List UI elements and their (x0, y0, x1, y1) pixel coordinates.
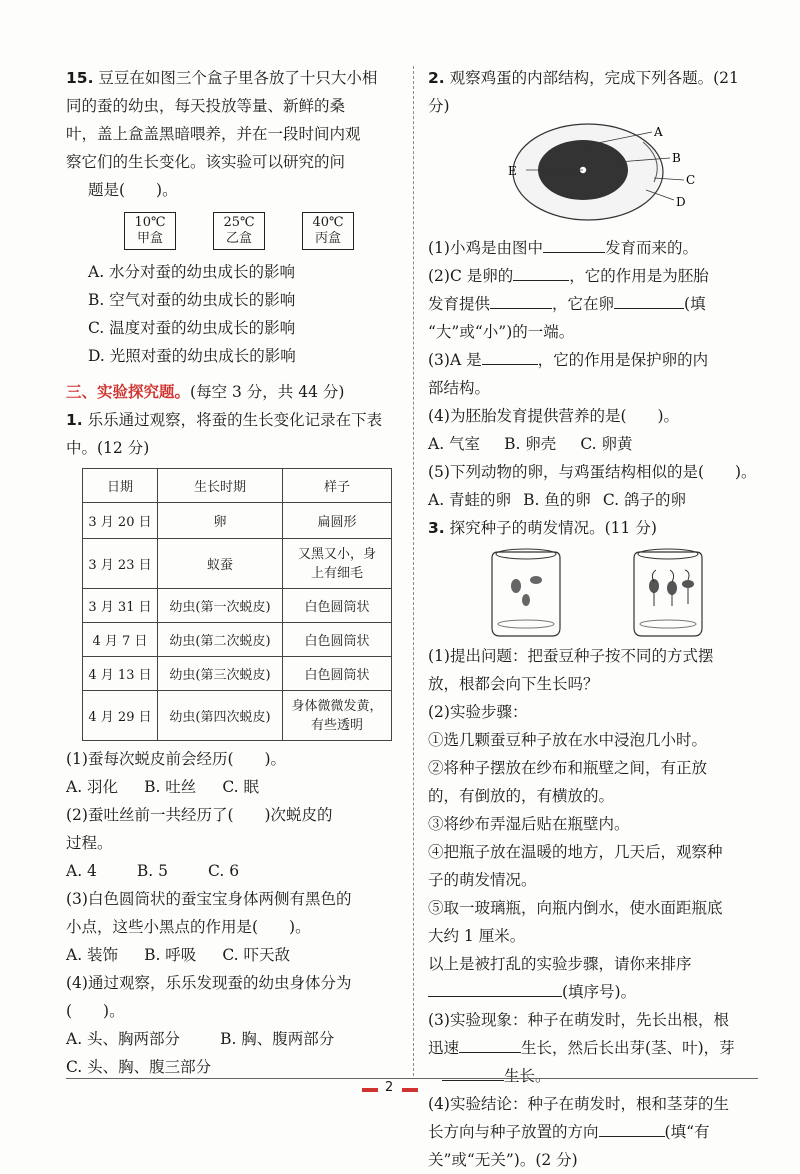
right-column (428, 64, 758, 1174)
box-jia: 10℃ 甲盒 (124, 212, 176, 250)
section-heading (66, 378, 396, 406)
table-cell: 蚁蚕 (158, 539, 283, 589)
option[interactable]: B. 空气对蚕的幼虫成长的影响 (88, 291, 296, 309)
question-text: 探究种子的萌发情况。(11 分) (449, 519, 657, 537)
option[interactable]: B. 胸、腹两部分 (220, 1030, 335, 1048)
header-cell: 样子 (283, 469, 392, 503)
answer-blank[interactable] (459, 1034, 521, 1053)
silkworm-table (82, 468, 392, 741)
table-cell: 身体微微发黄， 有些透明 (283, 691, 392, 741)
answer-blank[interactable] (543, 234, 605, 253)
table-cell: 幼虫(第一次蜕皮) (158, 589, 283, 623)
sub-question: (2)蚕吐丝前一共经历了( )次蜕皮的 (66, 806, 333, 824)
question-15 (66, 64, 396, 370)
option[interactable]: B. 吐丝 (144, 778, 197, 796)
table-cell: 3 月 20 日 (83, 503, 158, 539)
table-row (83, 623, 392, 657)
jar-right (634, 549, 702, 636)
sub-question: 过程。 (66, 834, 113, 852)
answer-blank[interactable] (513, 262, 569, 281)
question-text: 题是( )。 (88, 181, 178, 199)
sub-question: 小点，这些小黑点的作用是( )。 (66, 918, 311, 936)
table-row (83, 691, 392, 741)
section-title: 三、实验探究题。 (66, 383, 191, 401)
section-note: (每空 3 分，共 44 分) (190, 383, 345, 401)
question-number: 1. (66, 411, 83, 429)
table-cell: 幼虫(第三次蜕皮) (158, 657, 283, 691)
sub-question: ( )。 (66, 1002, 125, 1020)
option-row (428, 486, 758, 514)
box-diagram (124, 212, 354, 250)
table-row (83, 539, 392, 589)
option[interactable]: A. 水分对蚕的幼虫成长的影响 (88, 263, 296, 281)
option[interactable]: B. 5 (136, 862, 169, 880)
option[interactable]: D. 光照对蚕的幼虫成长的影响 (88, 347, 296, 365)
box-bing: 40℃ 丙盒 (302, 212, 354, 250)
option[interactable]: A. 羽化 (66, 778, 119, 796)
header-cell: 生长时期 (158, 469, 283, 503)
table-cell: 白色圆筒状 (283, 657, 392, 691)
header-cell: 日期 (83, 469, 158, 503)
question-number: 3. (428, 519, 445, 537)
question-text: 同的蚕的幼虫，每天投放等量、新鲜的桑 (66, 97, 346, 115)
sub-question: (1)蚕每次蜕皮前会经历( )。 (66, 750, 287, 768)
option[interactable]: A. 气室 (428, 435, 481, 453)
option[interactable]: B. 呼吸 (144, 946, 197, 964)
column-divider (413, 66, 414, 1076)
table-cell: 扁圆形 (283, 503, 392, 539)
question-3: 3. 探究种子的萌发情况。(11 分) (1)提出问题：把蚕豆种子按不同的方式摆 放，根都会向下生长吗？ (2)实验步骤： ①选几颗蚕豆种子放在水中浸泡几小时。 ②将种子摆放在纱布和瓶壁之间，有正放 的，有倒放的，有横放的。 ③将纱布弄湿后贴在瓶壁内。 ④把瓶子放在温暖的地方，几天后，观察种 子的萌发情况。 ⑤取一玻璃瓶，向瓶内倒水，使水面距瓶底 大约 1 厘米。 以上是被打乱的实验步骤，请你来排序 (填序号)。 (3)实验现象：种子在萌发时，先长出根，根 迅速 生长，然后长出芽(茎、叶)，芽 生长。 (4)实验结论：种子在萌发时，根和茎芽的生 长方向与种子放置的方向 (填“有 关”或“无关”)。(2 分) (428, 514, 758, 1174)
egg-diagram (428, 120, 758, 230)
question-text: 叶，盖上盒盖黑暗喂养，并在一段时间内观 (66, 125, 361, 143)
table-cell: 白色圆筒状 (283, 589, 392, 623)
option-row (428, 430, 758, 458)
question-text: 观察鸡蛋的内部结构，完成下列各题。(21 分) (428, 69, 739, 115)
label-D: D (676, 195, 686, 209)
option[interactable]: A. 青蛙的卵 (428, 491, 512, 509)
question-number: 2. (428, 69, 445, 87)
option[interactable]: C. 眠 (222, 778, 259, 796)
box-yi: 25℃ 乙盒 (213, 212, 265, 250)
label-C: C (686, 173, 696, 187)
table-cell: 3 月 31 日 (83, 589, 158, 623)
answer-blank[interactable] (614, 290, 684, 309)
table-cell: 4 月 13 日 (83, 657, 158, 691)
label-A: A (654, 125, 663, 139)
footer-rule (66, 1078, 758, 1079)
question-text: 中。(12 分) (66, 439, 150, 457)
option[interactable]: A. 头、胸两部分 (66, 1030, 181, 1048)
sub-question: (4)为胚胎发育提供营养的是( )。 (428, 407, 680, 425)
option[interactable]: C. 鸽子的卵 (602, 491, 686, 509)
seed-jars-diagram (428, 542, 758, 638)
table-cell: 卵 (158, 503, 283, 539)
table-cell: 白色圆筒状 (283, 623, 392, 657)
question-text: 察它们的生长变化。该实验可以研究的问 (66, 153, 346, 171)
table-cell: 4 月 7 日 (83, 623, 158, 657)
jar-left (492, 549, 560, 636)
option[interactable]: B. 卵壳 (504, 435, 557, 453)
option[interactable]: C. 吓天敌 (222, 946, 290, 964)
answer-blank[interactable] (599, 1118, 665, 1137)
question-2: 2. 观察鸡蛋的内部结构，完成下列各题。(21 分) A B C D E (1)小鸡是由图中 发育而来的。 (2)C 是卵的 ，它的作用是为胚胎 发育提供 ，它在卵 (填 “大”或“小”)的一端。 (3)A 是 ，它的作用是保护卵的内 部结构。 (4)为胚胎发育提供营养的是( )。 A. 气室 B. 卵壳 C. 卵黄 (5)下列动物的卵，与鸡蛋结构相似的是( )。 A. 青蛙的卵 B. 鱼的卵 C. 鸽子的卵 (428, 64, 758, 514)
answer-blank[interactable] (490, 290, 552, 309)
option-row (66, 773, 396, 801)
table-cell: 4 月 29 日 (83, 691, 158, 741)
answer-blank[interactable] (428, 978, 562, 997)
sub-question: (4)通过观察，乐乐发现蚕的幼虫身体分为 (66, 974, 352, 992)
table-cell: 3 月 23 日 (83, 539, 158, 589)
sub-question: (5)下列动物的卵，与鸡蛋结构相似的是( )。 (428, 463, 757, 481)
table-cell: 又黑又小，身 上有细毛 (283, 539, 392, 589)
option[interactable]: C. 头、胸、腹三部分 (66, 1058, 212, 1076)
table-row (83, 503, 392, 539)
table-row (83, 589, 392, 623)
option[interactable]: A. 装饰 (66, 946, 119, 964)
table-row (83, 657, 392, 691)
option-row (66, 857, 396, 885)
table-cell: 幼虫(第四次蜕皮) (158, 691, 283, 741)
label-B: B (672, 151, 681, 165)
option[interactable]: C. 温度对蚕的幼虫成长的影响 (88, 319, 296, 337)
page-number-decoration (402, 1088, 418, 1092)
table-cell: 幼虫(第二次蜕皮) (158, 623, 283, 657)
sub-question: (3)白色圆筒状的蚕宝宝身体两侧有黑色的 (66, 890, 352, 908)
page-number: 2 (385, 1080, 394, 1095)
option-row (66, 941, 396, 969)
answer-blank[interactable] (482, 346, 538, 365)
table-header (83, 469, 392, 503)
left-column (66, 64, 396, 1081)
option-row (66, 1025, 396, 1053)
question-text: 乐乐通过观察，将蚕的生长变化记录在下表 (87, 411, 383, 429)
page-number-decoration (362, 1088, 378, 1092)
question-1 (66, 406, 396, 1081)
option[interactable]: C. 6 (208, 862, 240, 880)
question-number: 15. (66, 69, 94, 87)
option[interactable]: C. 卵黄 (580, 435, 633, 453)
option[interactable]: B. 鱼的卵 (523, 491, 591, 509)
option[interactable]: A. 4 (66, 862, 97, 880)
label-E: E (508, 164, 517, 178)
question-text: 豆豆在如图三个盒子里各放了十只大小相 (98, 69, 378, 87)
